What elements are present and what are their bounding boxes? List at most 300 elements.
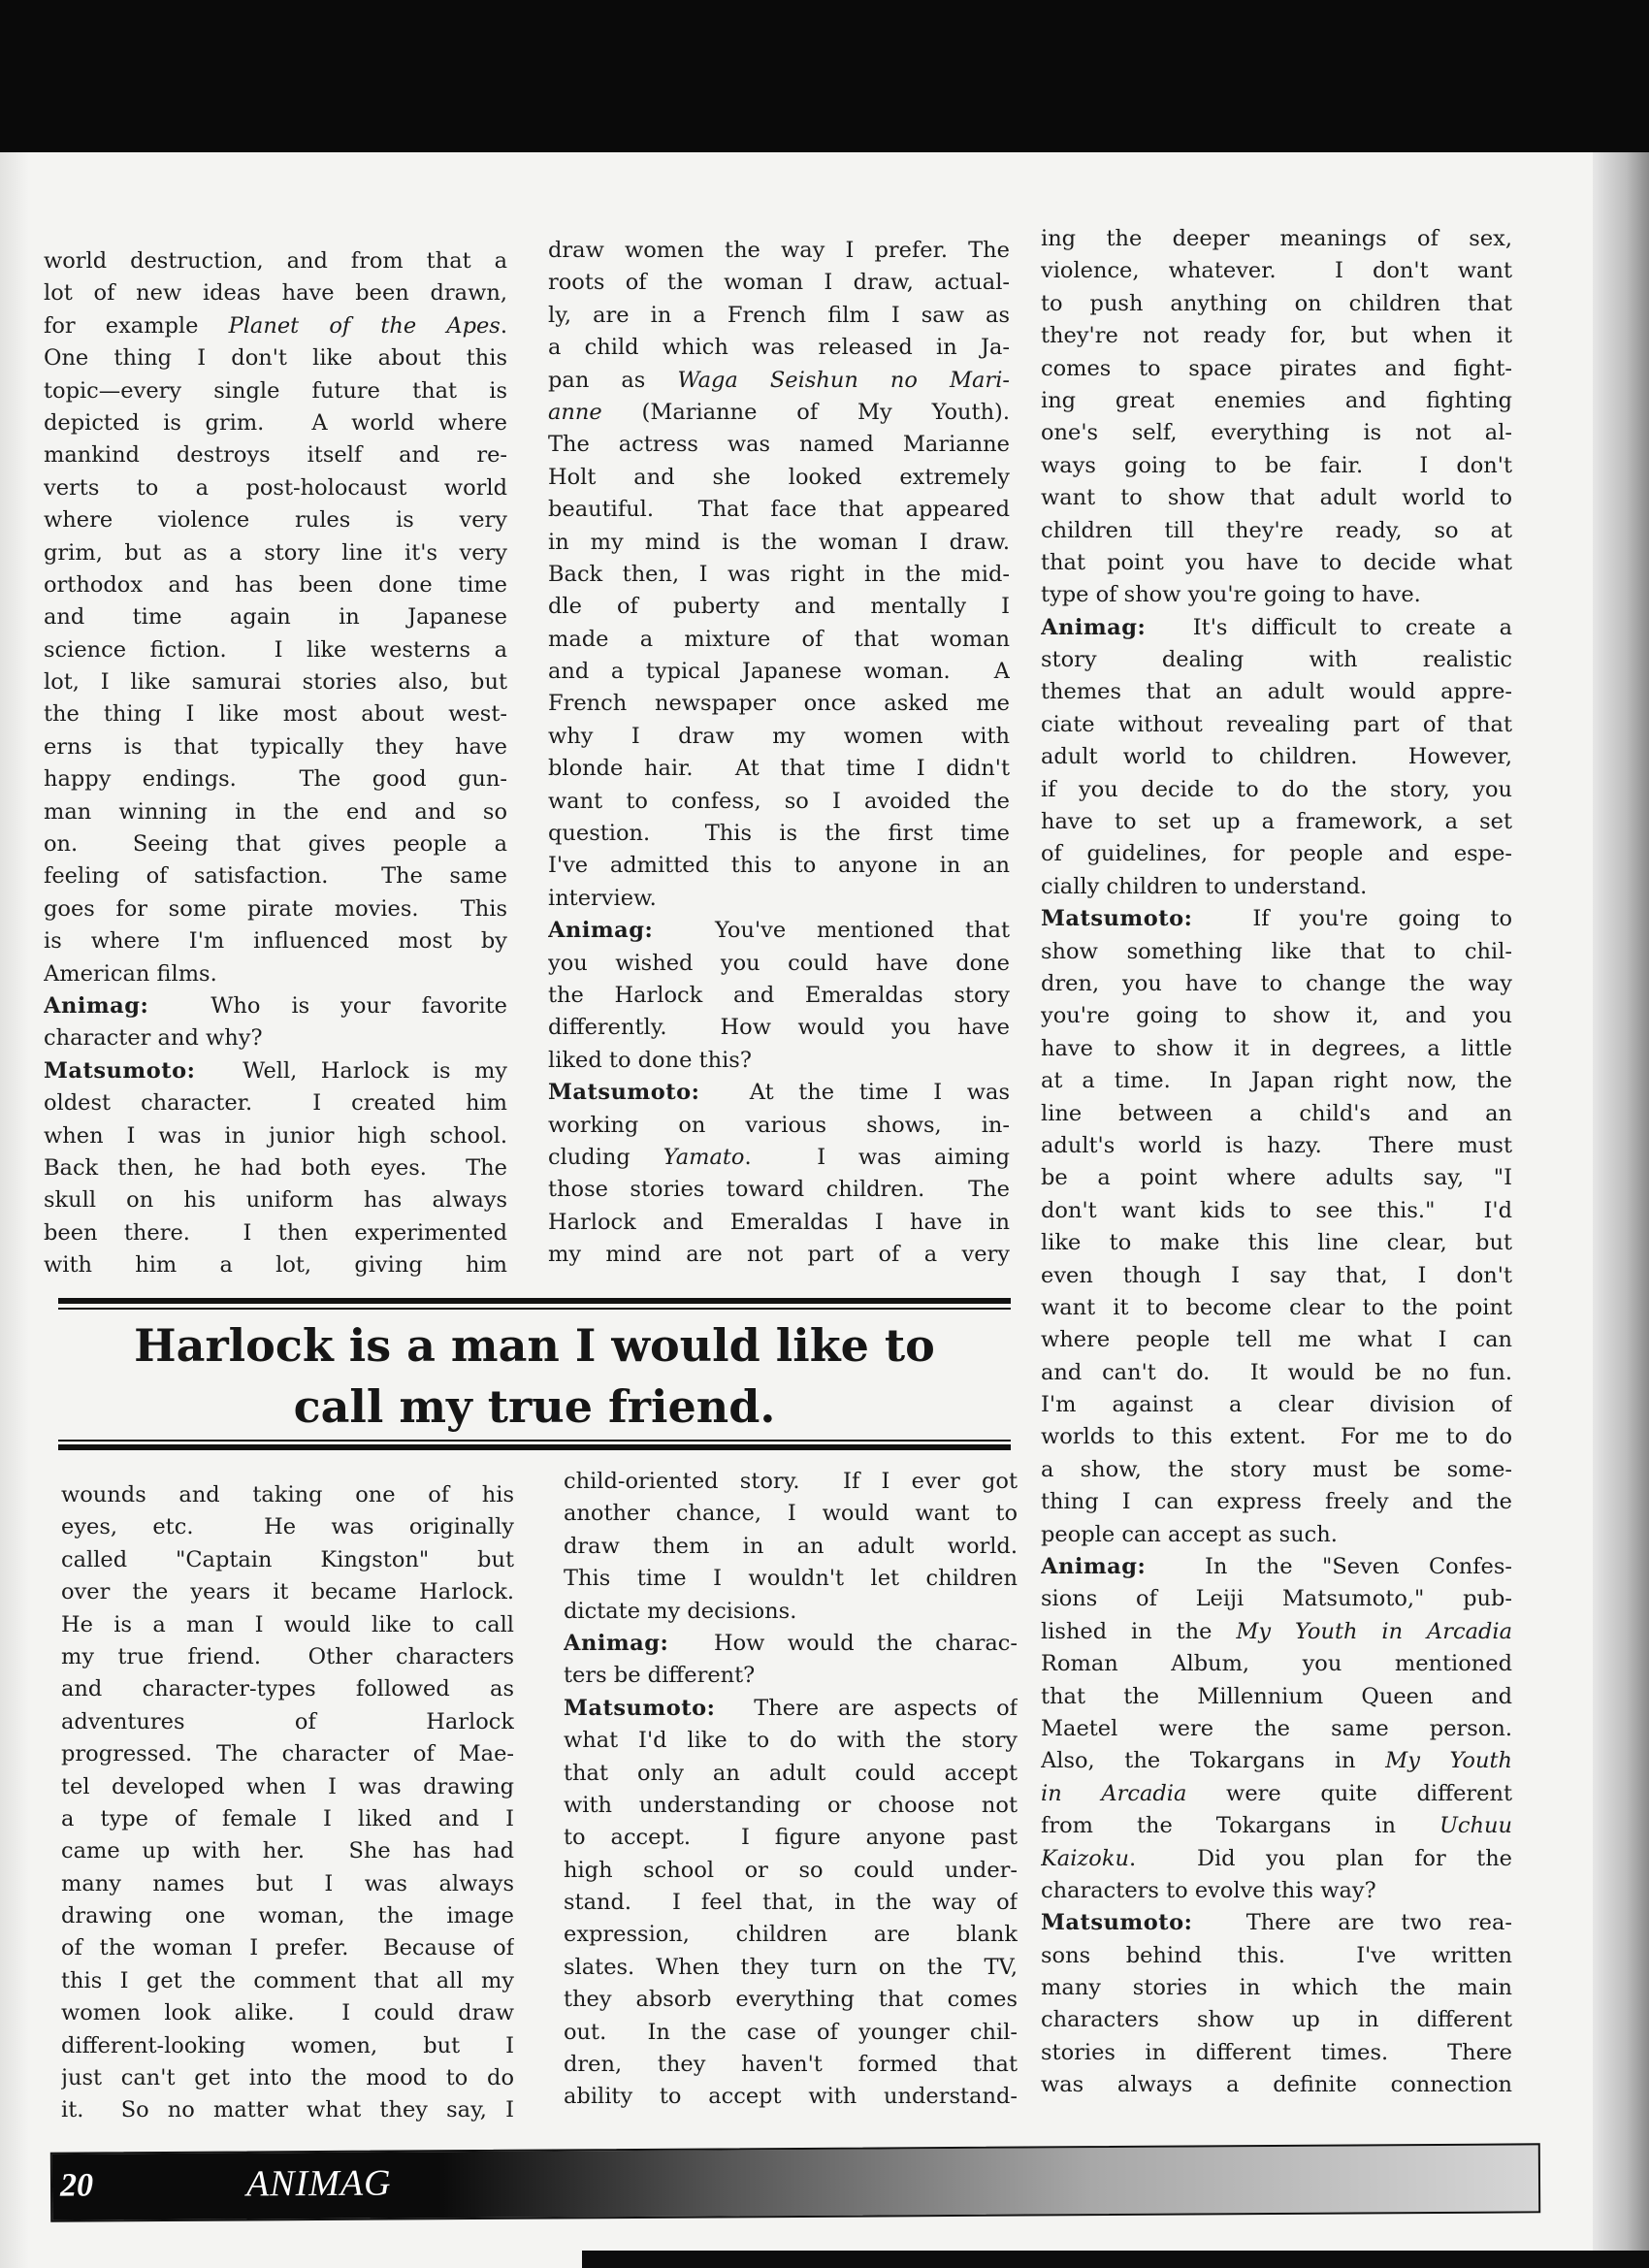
text-segment: dle of puberty and mentally I <box>548 594 1010 620</box>
text-line <box>44 990 507 1022</box>
text-line <box>44 1152 507 1184</box>
scan-bottom-border <box>582 2251 1649 2268</box>
text-segment: feeling of satisfaction. The same <box>44 863 507 890</box>
text-segment: ly, are in a French film I saw as <box>548 302 1010 328</box>
text-segment: worlds to this extent. For me to do <box>1041 1424 1512 1450</box>
text-segment: like to make this line clear, but <box>1041 1230 1512 1256</box>
text-line <box>1041 774 1512 806</box>
text-segment: child-oriented story. If I ever got <box>564 1469 1018 1494</box>
text-segment: characters show up in different <box>1041 2007 1512 2033</box>
pull-quote <box>58 1315 1011 1438</box>
page-number: 20 <box>59 2167 94 2204</box>
text-line <box>548 397 1010 429</box>
speaker-label: Matsumoto: <box>44 1057 196 1084</box>
text-segment: pan as <box>548 367 678 393</box>
text-line <box>61 1771 514 1803</box>
text-line <box>564 1855 1018 1887</box>
text-segment: my mind are not part of a very <box>548 1242 1010 1268</box>
text-segment: with understanding or choose not <box>564 1792 1018 1818</box>
speaker-label: Animag: <box>1041 614 1147 640</box>
text-line <box>61 1997 514 2029</box>
text-line <box>1041 1648 1512 1680</box>
text-line <box>548 1012 1010 1044</box>
text-segment: out. In the case of younger chil- <box>564 2019 1018 2045</box>
text-line <box>548 1142 1010 1174</box>
text-line <box>548 1110 1010 1142</box>
text-segment: don't want kids to see this." I'd <box>1041 1197 1512 1223</box>
text-segment: for example <box>44 312 229 339</box>
text-line <box>44 925 507 957</box>
text-segment: There are two rea- <box>1192 1910 1512 1936</box>
text-line <box>1041 1486 1512 1518</box>
text-line <box>61 1738 514 1770</box>
text-segment: ability to accept with understand- <box>564 2084 1018 2110</box>
text-line <box>1041 806 1512 838</box>
text-line <box>44 763 507 795</box>
text-line <box>1041 1940 1512 1972</box>
text-line <box>548 332 1010 364</box>
text-line <box>44 860 507 892</box>
text-line <box>1041 1519 1512 1551</box>
text-segment: How would the charac- <box>668 1630 1018 1656</box>
text-segment: what I'd like to do with the story <box>564 1728 1018 1754</box>
text-segment: you're going to show it, and you <box>1041 1003 1512 1029</box>
text-line <box>61 1479 514 1511</box>
text-segment: . Did you plan for the <box>1128 1845 1512 1871</box>
text-segment: they're not ready for, but when it <box>1041 323 1512 349</box>
text-line <box>61 1641 514 1673</box>
text-line <box>1041 320 1512 352</box>
text-line <box>548 591 1010 623</box>
footer-bar <box>50 2143 1540 2221</box>
text-segment: called "Captain Kingston" but <box>61 1546 514 1572</box>
text-line <box>61 2062 514 2094</box>
text-line <box>44 504 507 536</box>
text-segment: with him a lot, giving him <box>44 1252 507 1279</box>
italic-title: anne <box>548 399 602 425</box>
text-line <box>548 559 1010 591</box>
italic-title: Planet of the Apes <box>228 312 501 339</box>
text-segment: Harlock and Emeraldas I have in <box>548 1209 1010 1235</box>
text-line <box>548 267 1010 299</box>
text-segment: drawing one woman, the image <box>61 1903 514 1929</box>
text-line <box>44 1055 507 1087</box>
italic-title: Kaizoku <box>1041 1845 1129 1871</box>
text-segment: I've admitted this to anyone in an <box>548 853 1010 879</box>
text-line <box>1041 676 1512 708</box>
text-segment: draw women the way I prefer. The <box>548 238 1010 263</box>
text-line <box>1041 579 1512 611</box>
text-segment: Also, the Tokargans in <box>1041 1748 1386 1774</box>
text-segment: beautiful. That face that appeared <box>548 497 1010 523</box>
text-line <box>564 1887 1018 1919</box>
text-line <box>1041 644 1512 676</box>
text-segment: at a time. In Japan right now, the <box>1041 1068 1512 1094</box>
text-line <box>564 1758 1018 1790</box>
text-line <box>61 1706 514 1738</box>
text-line <box>44 698 507 730</box>
text-segment: another chance, I would want to <box>564 1501 1018 1527</box>
text-segment: and time again in Japanese <box>44 604 507 631</box>
text-line <box>1041 1389 1512 1421</box>
italic-title: Waga Seishun no Mari- <box>677 367 1010 393</box>
text-line <box>1041 741 1512 773</box>
text-line <box>1041 1745 1512 1777</box>
italic-title: Uchuu <box>1439 1813 1512 1839</box>
text-segment: a child which was released in Ja- <box>548 335 1010 361</box>
text-line <box>1041 1324 1512 1356</box>
text-segment: One thing I don't like about this <box>44 345 507 372</box>
text-segment: ing the deeper meanings of sex, <box>1041 226 1512 251</box>
text-segment: lished in the <box>1041 1618 1237 1644</box>
magazine-title: ANIMAG <box>245 2162 392 2205</box>
text-line <box>1041 1454 1512 1486</box>
text-segment: Well, Harlock is my <box>195 1057 507 1084</box>
text-segment: progressed. The character of Mae- <box>61 1741 514 1767</box>
text-segment: adult's world is hazy. There must <box>1041 1132 1512 1158</box>
text-line <box>44 1184 507 1216</box>
text-line <box>564 1563 1018 1595</box>
speaker-label: Animag: <box>548 918 654 944</box>
text-line <box>1041 1778 1512 1810</box>
text-line <box>44 310 507 342</box>
text-segment: when I was in junior high school. <box>44 1122 507 1149</box>
text-line <box>1041 547 1512 579</box>
text-segment: If you're going to <box>1192 906 1512 932</box>
text-segment: verts to a post-holocaust world <box>44 474 507 501</box>
scan-right-edge <box>1593 152 1649 2268</box>
text-line <box>1041 255 1512 287</box>
text-segment: to push anything on children that <box>1041 290 1512 316</box>
text-segment: man winning in the end and so <box>44 798 507 825</box>
speaker-label: Animag: <box>564 1630 669 1656</box>
text-segment: You've mentioned that <box>653 918 1010 944</box>
text-segment: children till they're ready, so at <box>1041 517 1512 543</box>
text-line <box>564 1660 1018 1692</box>
text-line <box>44 731 507 763</box>
speaker-label: Matsumoto: <box>548 1080 700 1106</box>
text-line <box>548 1239 1010 1271</box>
text-line <box>564 2049 1018 2081</box>
text-line <box>564 1466 1018 1498</box>
text-line <box>1041 515 1512 547</box>
text-segment: it. So no matter what they say, I <box>61 2097 514 2123</box>
text-line <box>548 1077 1010 1109</box>
text-segment: American films. <box>44 960 217 987</box>
text-line <box>564 1919 1018 1951</box>
page-gutter-shade <box>0 152 29 2268</box>
text-line <box>61 1803 514 1835</box>
text-segment: my true friend. Other characters <box>61 1643 514 1669</box>
text-segment: type of show you're going to have. <box>1041 582 1421 608</box>
text-line <box>548 1174 1010 1206</box>
text-segment: blonde hair. At that time I didn't <box>548 756 1010 782</box>
text-line <box>1041 1000 1512 1032</box>
text-segment: oldest character. I created him <box>44 1090 507 1117</box>
text-segment: of guidelines, for people and espe- <box>1041 841 1512 867</box>
text-segment: in my mind is the woman I draw. <box>548 529 1010 555</box>
text-segment: liked to done this? <box>548 1047 752 1073</box>
text-line <box>1041 1843 1512 1875</box>
text-segment: mankind destroys itself and re- <box>44 442 507 469</box>
text-line <box>1041 612 1512 644</box>
text-line <box>44 537 507 569</box>
text-segment: want to show that adult world to <box>1041 485 1512 511</box>
text-segment: . I was aiming <box>744 1144 1010 1170</box>
text-segment: women look alike. I could draw <box>61 2000 514 2026</box>
text-segment: over the years it became Harlock. <box>61 1579 514 1605</box>
text-line <box>548 721 1010 753</box>
article-column-2-top <box>548 235 1010 1272</box>
text-line <box>548 753 1010 785</box>
text-segment: dictate my decisions. <box>564 1598 797 1624</box>
text-segment: At the time I was <box>699 1080 1010 1106</box>
text-line <box>1041 1357 1512 1389</box>
text-segment: ters be different? <box>564 1663 756 1689</box>
text-segment: tel developed when I was drawing <box>61 1773 514 1799</box>
text-segment: interview. <box>548 885 657 911</box>
text-line <box>1041 1875 1512 1907</box>
text-segment: Back then, he had both eyes. The <box>44 1154 507 1181</box>
text-line <box>1041 385 1512 417</box>
text-segment: where violence rules is very <box>44 507 507 534</box>
text-segment: just can't get into the mood to do <box>61 2065 514 2091</box>
text-segment: were quite different <box>1186 1780 1512 1806</box>
text-line <box>44 277 507 309</box>
article-column-1-top <box>44 245 507 1282</box>
text-line <box>1041 1972 1512 2004</box>
text-segment: cluding <box>548 1144 663 1170</box>
text-segment: line between a child's and an <box>1041 1100 1512 1126</box>
text-line <box>61 1868 514 1900</box>
pull-quote-line-1: Harlock is a man I would like to <box>134 1319 935 1372</box>
text-line <box>1041 1292 1512 1324</box>
text-segment: eyes, etc. He was originally <box>61 1514 514 1540</box>
text-line <box>1041 1551 1512 1583</box>
text-line <box>548 656 1010 688</box>
text-segment: violence, whatever. I don't want <box>1041 258 1512 284</box>
italic-title: My Youth in Arcadia <box>1236 1618 1512 1644</box>
text-segment: character and why? <box>44 1025 263 1052</box>
text-segment: stories in different times. There <box>1041 2039 1512 2065</box>
text-line <box>1041 1616 1512 1648</box>
text-line <box>1041 1227 1512 1259</box>
text-line <box>548 1045 1010 1077</box>
text-segment: different-looking women, but I <box>61 2032 514 2058</box>
text-segment: lot of new ideas have been drawn, <box>44 280 507 307</box>
text-segment: cially children to understand. <box>1041 873 1368 899</box>
text-segment: this I get the comment that all my <box>61 1967 514 1993</box>
text-line <box>44 958 507 990</box>
text-segment: people can accept as such. <box>1041 1521 1338 1547</box>
scan-top-border <box>0 0 1649 152</box>
text-segment: that the Millennium Queen and <box>1041 1683 1512 1709</box>
text-line <box>61 1576 514 1608</box>
text-line <box>548 1207 1010 1239</box>
text-segment: show something like that to chil- <box>1041 938 1512 964</box>
text-line <box>1041 968 1512 1000</box>
text-line <box>44 439 507 471</box>
text-line <box>1041 2069 1512 2101</box>
text-line <box>1041 417 1512 449</box>
text-segment: adult world to children. However, <box>1041 744 1512 770</box>
text-line <box>564 1822 1018 1854</box>
text-segment: is where I'm influenced most by <box>44 928 507 955</box>
text-line <box>564 1693 1018 1725</box>
text-line <box>548 494 1010 526</box>
pull-quote-line-2: call my true friend. <box>293 1380 776 1433</box>
text-segment: skull on his uniform has always <box>44 1187 507 1214</box>
text-line <box>44 666 507 698</box>
text-segment: working on various shows, in- <box>548 1112 1010 1138</box>
text-segment: It's difficult to create a <box>1146 614 1512 640</box>
text-segment: was always a definite connection <box>1041 2072 1512 2098</box>
text-segment: been there. I then experimented <box>44 1219 507 1246</box>
text-segment: expression, children are blank <box>564 1922 1018 1948</box>
text-segment: many stories in which the main <box>1041 1975 1512 2001</box>
text-line <box>1041 1098 1512 1130</box>
text-segment: want it to become clear to the point <box>1041 1294 1512 1320</box>
text-segment: want to confess, so I avoided the <box>548 788 1010 814</box>
speaker-label: Animag: <box>44 992 149 1019</box>
text-segment: depicted is grim. A world where <box>44 409 507 436</box>
text-line <box>1041 1162 1512 1194</box>
text-segment: story dealing with realistic <box>1041 647 1512 673</box>
text-segment: and a typical Japanese woman. A <box>548 659 1010 685</box>
text-segment: adventures of Harlock <box>61 1708 514 1734</box>
text-segment: those stories toward children. The <box>548 1177 1010 1203</box>
text-line <box>548 688 1010 720</box>
text-line <box>44 407 507 439</box>
italic-title: My Youth <box>1385 1748 1512 1774</box>
text-line <box>1041 1713 1512 1745</box>
text-line <box>61 2030 514 2062</box>
text-line <box>548 980 1010 1012</box>
italic-title: Yamato <box>663 1144 745 1170</box>
text-segment: dren, you have to change the way <box>1041 970 1512 996</box>
text-line <box>61 1835 514 1867</box>
text-line <box>1041 1681 1512 1713</box>
text-segment: the thing I like most about west- <box>44 701 507 728</box>
text-line <box>548 462 1010 494</box>
text-segment: Who is your favorite <box>148 992 507 1019</box>
text-line <box>548 300 1010 332</box>
text-segment: even though I say that, I don't <box>1041 1262 1512 1288</box>
pull-quote-top-rule <box>58 1298 1011 1304</box>
speaker-label: Matsumoto: <box>564 1695 716 1721</box>
text-segment: and character-types followed as <box>61 1676 514 1702</box>
text-segment: one's self, everything is not al- <box>1041 420 1512 446</box>
article-column-2-bottom <box>564 1466 1018 2114</box>
text-segment: There are aspects of <box>715 1695 1018 1721</box>
speaker-label: Matsumoto: <box>1041 906 1193 932</box>
pull-quote-bottom-rule <box>58 1444 1011 1450</box>
text-line <box>1041 1810 1512 1842</box>
text-segment: (Marianne of My Youth). <box>601 399 1010 425</box>
text-line <box>44 375 507 407</box>
text-line <box>1041 223 1512 255</box>
text-line <box>1041 709 1512 741</box>
text-segment: roots of the woman I draw, actual- <box>548 270 1010 296</box>
text-segment: ways going to be fair. I don't <box>1041 452 1512 478</box>
text-line <box>1041 1033 1512 1065</box>
text-segment: a show, the story must be some- <box>1041 1456 1512 1482</box>
text-line <box>564 1984 1018 2016</box>
text-line <box>44 893 507 925</box>
text-segment: lot, I like samurai stories also, but <box>44 669 507 696</box>
text-line <box>1041 2037 1512 2069</box>
text-segment: be a point where adults say, "I <box>1041 1165 1512 1191</box>
text-segment: have to set up a framework, a set <box>1041 809 1512 835</box>
text-line <box>1041 1421 1512 1453</box>
text-segment: many names but I was always <box>61 1870 514 1896</box>
article-column-1-bottom <box>61 1479 514 2127</box>
text-segment: if you decide to do the story, you <box>1041 776 1512 802</box>
text-line <box>564 2081 1018 2113</box>
text-segment: to accept. I figure anyone past <box>564 1825 1018 1851</box>
text-line <box>44 1120 507 1152</box>
text-segment: they absorb everything that comes <box>564 1987 1018 2013</box>
text-segment: on. Seeing that gives people a <box>44 831 507 858</box>
text-segment: differently. How would you have <box>548 1015 1010 1041</box>
text-line <box>44 601 507 633</box>
text-segment: In the "Seven Confes- <box>1146 1554 1512 1580</box>
text-line <box>548 786 1010 818</box>
text-segment: I'm against a clear division of <box>1041 1392 1512 1418</box>
text-segment: science fiction. I like westerns a <box>44 636 507 663</box>
text-segment: came up with her. She has had <box>61 1838 514 1864</box>
text-line <box>1041 838 1512 870</box>
text-line <box>1041 2004 1512 2036</box>
pull-quote-bottom-rule-thin <box>58 1440 1011 1442</box>
text-line <box>1041 1195 1512 1227</box>
text-segment: that only an adult could accept <box>564 1760 1018 1786</box>
text-line <box>564 1952 1018 1984</box>
text-line <box>61 1511 514 1543</box>
text-line <box>61 1965 514 1997</box>
text-line <box>44 569 507 601</box>
text-line <box>548 883 1010 915</box>
text-line <box>548 850 1010 882</box>
text-segment: erns is that typically they have <box>44 733 507 760</box>
article-column-3 <box>1041 223 1512 2102</box>
text-segment: goes for some pirate movies. This <box>44 895 507 922</box>
text-line <box>44 796 507 828</box>
text-segment: question. This is the first time <box>548 821 1010 847</box>
italic-title: in Arcadia <box>1041 1780 1187 1806</box>
text-segment: you wished you could have done <box>548 950 1010 976</box>
text-segment: happy endings. The good gun- <box>44 766 507 793</box>
text-segment: orthodox and has been done time <box>44 571 507 598</box>
speaker-label: Animag: <box>1041 1554 1147 1580</box>
text-segment: why I draw my women with <box>548 723 1010 749</box>
speaker-label: Matsumoto: <box>1041 1910 1193 1936</box>
text-line <box>1041 288 1512 320</box>
text-segment: ciate without revealing part of that <box>1041 711 1512 737</box>
text-segment: characters to evolve this way? <box>1041 1877 1376 1903</box>
text-segment: Holt and she looked extremely <box>548 464 1010 490</box>
text-segment: comes to space pirates and fight- <box>1041 355 1512 381</box>
text-line <box>548 527 1010 559</box>
text-segment: ing great enemies and fighting <box>1041 387 1512 413</box>
text-segment: high school or so could under- <box>564 1857 1018 1883</box>
text-segment: thing I can express freely and the <box>1041 1489 1512 1515</box>
text-line <box>564 1498 1018 1530</box>
text-line <box>564 1628 1018 1660</box>
text-line <box>564 1725 1018 1757</box>
text-line <box>548 624 1010 656</box>
text-line <box>44 1087 507 1119</box>
